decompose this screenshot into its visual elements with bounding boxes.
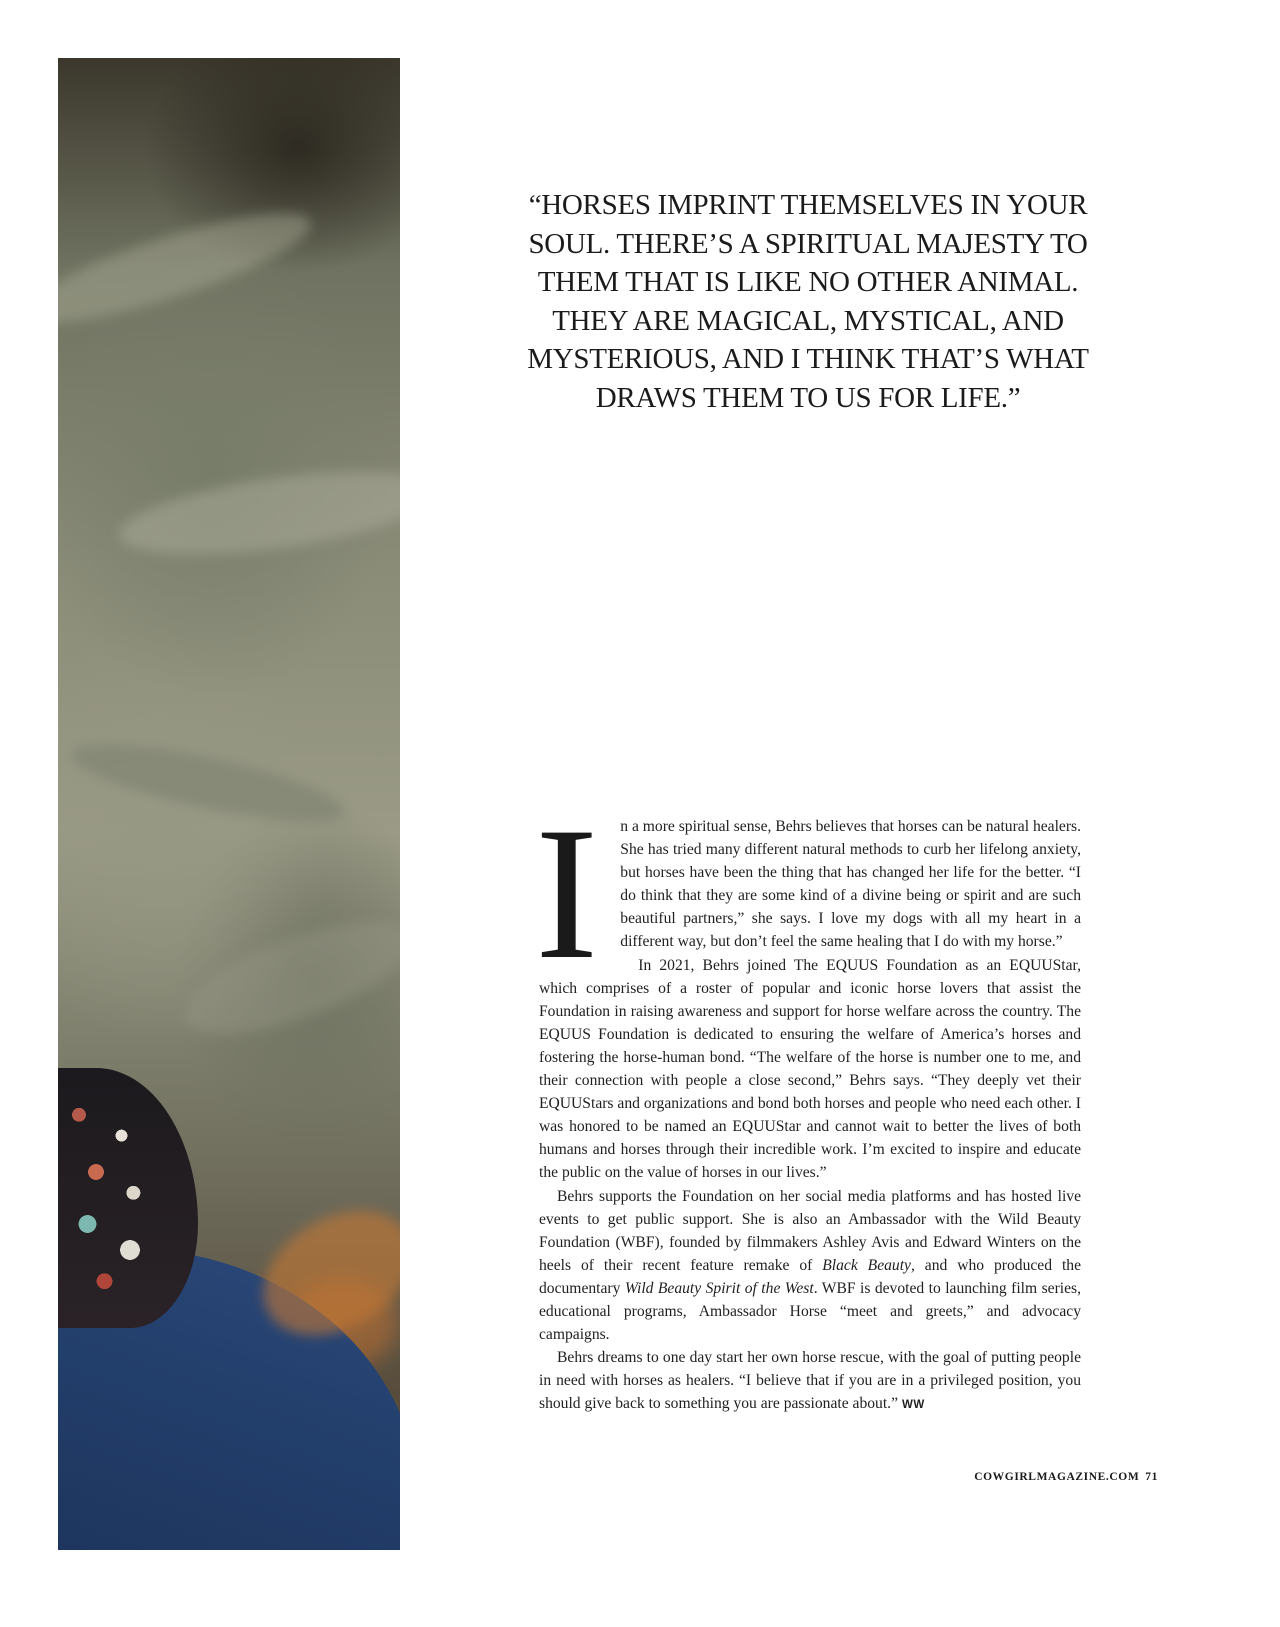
article-body — [535, 789, 1082, 1417]
photo-blur-streak — [58, 193, 320, 343]
article-paragraph — [539, 1346, 1081, 1417]
paragraph-text: Behrs supports the Foundation on her social media platforms and has hosted live events to get public support. She is also an Ambassador with the Wild Beauty Foundation (WBF), founded by filmmakers Ashley Avis and Edward Winters on the heels of their recent feature remake of — [539, 1187, 1081, 1274]
photo-patterned-jacket — [58, 1068, 198, 1328]
drop-cap: I — [535, 789, 599, 999]
documentary-title: Wild Beauty Spirit of the West — [624, 1279, 814, 1297]
paragraph-text: , and who produced the documentary — [539, 1256, 1081, 1297]
magazine-url: COWGIRLMAGAZINE.COM — [974, 1471, 1140, 1483]
photo-blur-streak — [115, 456, 400, 570]
film-title: Black Beauty — [822, 1256, 911, 1274]
pull-quote: “HORSES IMPRINT THEMSELVES IN YOUR SOUL. THERE’S A SPIRITUAL MAJESTY TO THEM THAT IS LIKE NO OTHER ANIMAL. THEY ARE MAGICAL, MYSTICAL, AND MYSTERIOUS, AND I THINK THAT’S WHAT DRAWS THEM TO US FOR LIFE.” — [527, 189, 1089, 414]
article-paragraph: In 2021, Behrs joined The EQUUS Foundation as an EQUUStar, which comprises of a roster of popular and iconic horse lovers that assist the Foundation in raising awareness and support for horse welfare across the country. The EQUUS Foundation is dedicated to ensuring the welfare of America’s horses and fostering the horse-human bond. “The welfare of the horse is number one to me, and their connection with people a close second,” Behrs says. “They deeply vet their EQUUStars and organizations and bond both horses and people who need each other. I was honored to be named an EQUUStar and cannot wait to better the lives of both humans and horses through their incredible work. I’m excited to inspire and educate the public on the value of horses in our lives.” — [539, 956, 1081, 1182]
photo-woman-with-horse — [58, 58, 400, 1550]
end-mark: WW — [902, 1399, 925, 1412]
paragraph-text: . WBF is devoted to launching film series, educational programs, Ambassador Horse “meet and greets,” and advocacy campaigns. — [539, 1279, 1081, 1344]
photo-blur-streak — [172, 899, 400, 1056]
article-paragraph — [539, 1185, 1081, 1347]
photo-blur-streak — [66, 729, 350, 836]
paragraph-text: Behrs dreams to one day start her own horse rescue, with the goal of putting people in need with horses as healers. “I believe that if you are in a privileged position, you should give back to something you are passionate about.” — [539, 1349, 1081, 1413]
page-number: 71 — [1145, 1471, 1158, 1483]
paragraph-text: n a more spiritual sense, Behrs believes that horses can be natural healers. She has tried many different natural methods to curb her lifelong anxiety, but horses have been the thing that has changed her life for the better. “I do think that they are some kind of a divine being or spirit and are such beautiful partners,” she says. I love my dogs with all my heart in a different way, but don’t feel the same healing that I do with my horse.” — [620, 818, 1082, 951]
article-paragraph — [535, 789, 1082, 999]
page-footer — [900, 1471, 1158, 1483]
